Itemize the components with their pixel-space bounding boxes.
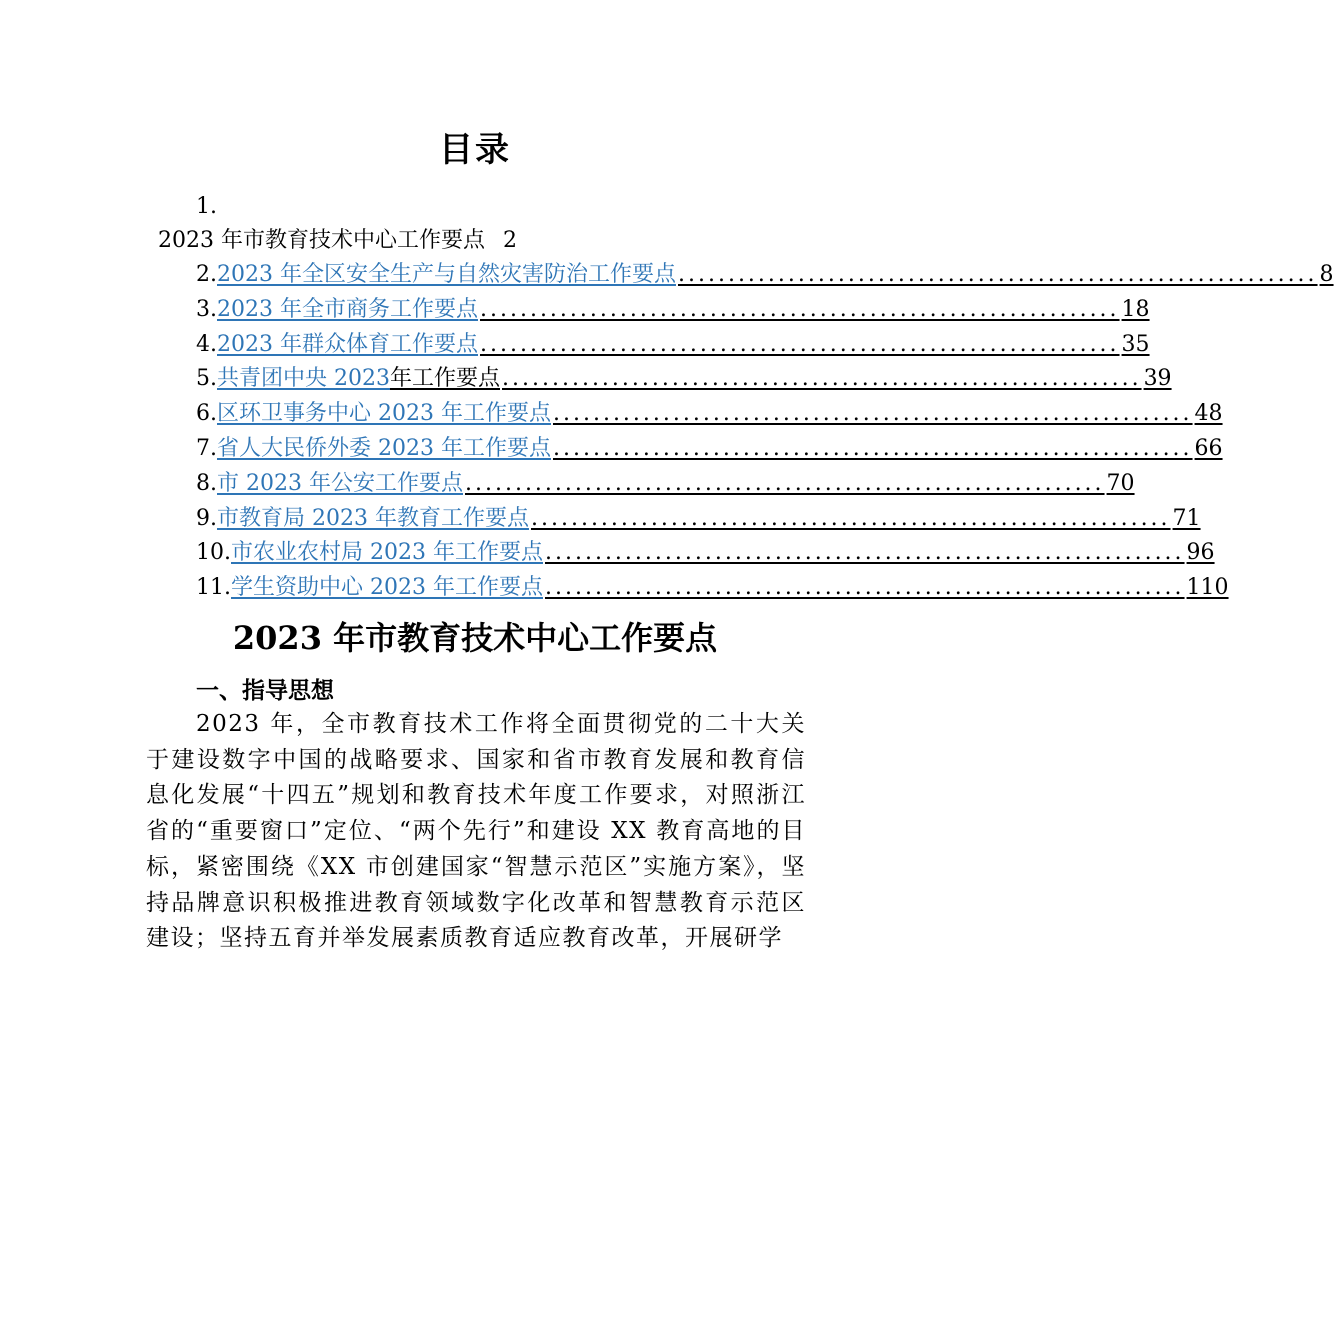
toc-entry-page: 66	[1194, 435, 1223, 461]
section-heading: 一、指导思想	[196, 677, 334, 704]
body-paragraph: 2023 年，全市教育技术工作将全面贯彻党的二十大关于建设数字中国的战略要求、国家和省市教育发展和教育信息化发展“十四五”规划和教育技术年度工作要求，对照浙江省的“重要窗口”定位、“两个先行”和建设 XX 教育高地的目标，紧密围绕《XX 市创建国家“智慧示范区”实施方案》，坚持品牌意识积极推进教育领域数字化改革和智慧教育示范区建设；坚持五育并举发展素质教育适应教育改革，开展研学	[146, 711, 806, 952]
toc-dot-leader: ................................................................	[544, 575, 1185, 601]
toc-entry-5[interactable]	[196, 364, 1172, 399]
toc-entry-page: 70	[1106, 470, 1135, 496]
toc-dot-leader: ................................................................	[502, 366, 1142, 392]
toc-entry-number: 7.	[196, 435, 217, 461]
toc-dot-leader: ................................................................	[530, 505, 1171, 531]
toc-entry-link[interactable]: 共青团中央 2023	[217, 366, 390, 392]
toc-entry-page: 18	[1121, 296, 1150, 322]
toc-entry-page: 48	[1194, 401, 1223, 427]
toc-entry-3[interactable]	[196, 295, 1150, 330]
toc-entry-1-number: 1.	[196, 194, 217, 219]
toc-title: 目录	[439, 130, 511, 170]
toc-entry-number: 2.	[196, 262, 217, 287]
toc-entry-number: 8.	[196, 470, 217, 496]
toc-entry-link[interactable]: 市农业农村局 2023 年工作要点	[231, 540, 543, 566]
document-title: 2023 年市教育技术中心工作要点	[232, 619, 718, 657]
toc-entry-page: 71	[1172, 505, 1201, 531]
toc-entry-page: 39	[1143, 366, 1172, 392]
toc-dot-leader: ................................................................	[544, 540, 1185, 566]
toc-entry-page: 96	[1186, 540, 1215, 566]
toc-entry-1-page: 2	[502, 228, 517, 253]
toc-entry-number: 11.	[196, 575, 231, 601]
toc-dot-leader: ................................................................	[552, 401, 1193, 427]
toc-dot-leader: ................................................................	[479, 296, 1120, 322]
toc-entry-7[interactable]	[196, 434, 1223, 469]
toc-dot-leader: ................................................................	[464, 470, 1105, 496]
toc-entry-page: 110	[1186, 575, 1229, 601]
toc-entry-page: 8	[1319, 262, 1334, 287]
toc-list	[196, 260, 1334, 608]
toc-entry-number: 5.	[196, 366, 217, 392]
toc-entry-1-text: 2023 年市教育技术中心工作要点	[158, 228, 485, 253]
toc-entry-link[interactable]: 2023 年群众体育工作要点	[217, 331, 478, 357]
toc-entry-8[interactable]	[196, 469, 1135, 504]
toc-entry-link[interactable]: 2023 年全市商务工作要点	[217, 296, 478, 322]
toc-entry-number: 6.	[196, 401, 217, 427]
toc-entry-2[interactable]	[196, 260, 1334, 295]
toc-entry-number: 4.	[196, 331, 217, 357]
toc-entry-link[interactable]: 2023 年全区安全生产与自然灾害防治工作要点	[217, 262, 676, 287]
toc-entry-11[interactable]	[196, 573, 1229, 608]
toc-entry-number: 3.	[196, 296, 217, 322]
toc-entry-link[interactable]: 市教育局 2023 年教育工作要点	[217, 505, 529, 531]
toc-entry-6[interactable]	[196, 399, 1223, 434]
toc-entry-tail: 年工作要点	[389, 366, 500, 392]
toc-entry-link[interactable]: 省人大民侨外委 2023 年工作要点	[217, 435, 551, 461]
toc-entry-9[interactable]	[196, 504, 1201, 539]
toc-entry-link[interactable]: 学生资助中心 2023 年工作要点	[231, 575, 543, 601]
toc-entry-page: 35	[1121, 331, 1150, 357]
toc-entry-number: 10.	[196, 540, 231, 566]
toc-dot-leader: ................................................................	[479, 331, 1120, 357]
toc-entry-link[interactable]: 市 2023 年公安工作要点	[217, 470, 463, 496]
toc-entry-number: 9.	[196, 505, 217, 531]
toc-entry-10[interactable]	[196, 538, 1215, 573]
toc-entry-1[interactable]	[158, 226, 517, 256]
toc-entry-link[interactable]: 区环卫事务中心 2023 年工作要点	[217, 401, 551, 427]
toc-entry-4[interactable]	[196, 330, 1150, 365]
toc-dot-leader: ................................................................	[677, 262, 1318, 287]
toc-dot-leader: ................................................................	[552, 435, 1193, 461]
